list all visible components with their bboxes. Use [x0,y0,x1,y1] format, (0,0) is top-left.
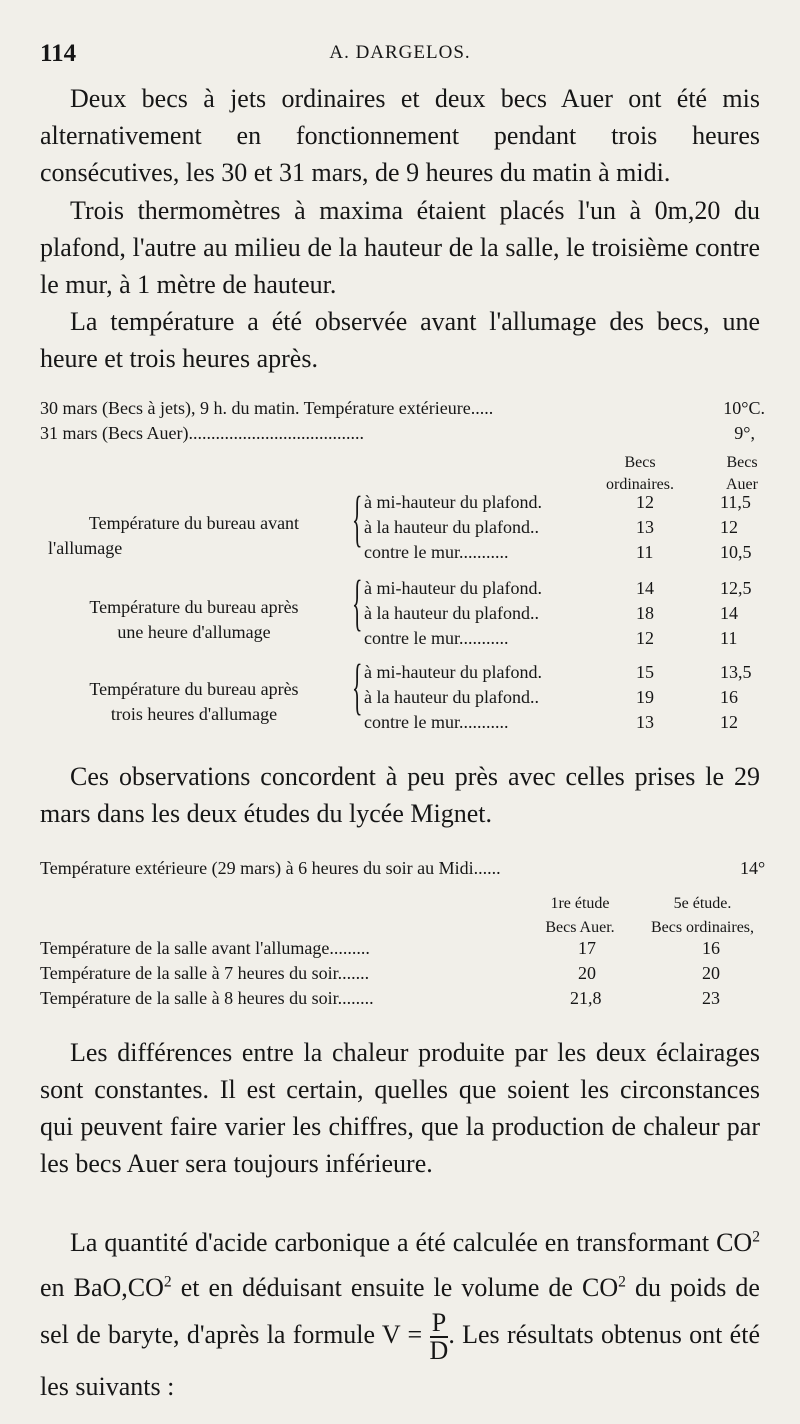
col-header-becs-auer: Becs Auer [726,454,758,493]
col-header-5e-etude: 5e étude. Becs ordinaires, [650,895,755,936]
paragraph-4: Ces observations concordent à peu près avec celles prises le 29 mars dans les deux études du lycée Mignet. [40,762,760,828]
paragraph-2: Trois thermomètres à maxima étaient placés l'un à 0m,20 du plafond, l'autre au milieu de la hauteur de la salle, le troisième contre le mur, à 1 mètre de hauteur. [40,196,760,299]
brace-icon: { [352,569,363,637]
page-header [40,40,760,70]
paragraph-5: Les différences entre la chaleur produite par les deux éclairages sont constantes. Il est certain, quelles que soient les circonstances qui peuvent faire varier les chiffres, que la production de chaleur par les becs Auer sera toujours inférieure. [40,1038,760,1178]
table1-line-1: 30 mars (Becs à jets), 9 h. du matin. Température extérieure..... 10°C. [40,398,765,418]
col-header-1re-etude: 1re étude Becs Auer. [545,895,615,936]
paragraph-1: Deux becs à jets ordinaires et deux becs Auer ont été mis alternativement en fonctionnement pendant trois heures consécutives, les 30 et 31 mars, de 9 heures du matin à midi. [40,84,760,187]
table-row: Température de la salle à 8 heures du soir........ 21,8 23 [40,988,720,1008]
book-page: 114 A. DARGELOS. Deux becs à jets ordinaires et deux becs Auer ont été mis alternativement en fonctionnement pendant trois heures consécutives, les 30 et 31 mars, de 9 heures du matin à midi. Trois thermomètres à maxima étaient placés l'un à 0m,20 du plafond, l'autre au milieu de la hauteur de la salle, le troisième contre le mur, à 1 mètre de hauteur. La température a été observée avant l'allumage des becs, une heure et trois heures après. 30 mars (Becs à jets), 9 h. du matin. Température extérieure..... 10°C. 31 mars (Becs Auer)....................................... 9°, Becs ordinaires. Becs Auer Température du bureau avant l'allumage { à mi-hauteur du plafond. 12 11,5 à la hauteur du plafond.. 13 12 contre le mur........... 11 10,5 Température du bureau après une heure d'allumage { à mi-hauteur du plafond. 14 12,5 à la hauteur du plafond.. 18 14 contre le mur........... 12 11 Température du bureau après trois heures d'allumage { à mi-hauteur du plafond. 15 13,5 à la hauteur du plafond.. 19 16 contre le mur........... 13 12 Ces observations concordent à peu près avec celles prises le 29 mars dans les deux études du lycée Mignet. Température extérieure (29 mars) à 6 heures du soir au Midi...... 14° 1re étude Becs Auer. 5e étude. Becs ordinaires, Température de la salle avant l'allumage......... 17 16 Température de la salle à 7 heures du soir....... 20 20 Température de la salle à 8 heures du soir........ 21,8 23 Les différences entre la chaleur produite par les deux éclairages sont constantes. Il est certain, quelles que soient les circonstances qui peuvent faire varier les chiffres, que la production de chaleur par les becs Auer sera toujours inférieure. La quantité d'acide carbonique a été calculée en transformant $CO^2$ en $BaO,CO^2$ et en déduisant ensuite le volume de $CO^2$ du poids de sel de baryte, d'après la formule V = $\frac{P}{D}$ . Les résultats obtenus ont été les suivants : [0,0,800,1424]
brace-icon: { [352,485,363,553]
formula-fraction: $\frac{P}{D}$ [429,1308,449,1365]
paragraph-3: La température a été observée avant l'allumage des becs, une heure et trois heures après. [40,307,760,373]
table-row: Température de la salle avant l'allumage......... 17 16 [40,938,720,958]
running-head: A. DARGELOS. [329,42,471,63]
page-number: 114 [40,40,77,67]
table-row: Température de la salle à 7 heures du soir....... 20 20 [40,963,720,983]
col-header-becs-ordinaires: Becs ordinaires. [606,454,674,493]
table2-exterior-line: Température extérieure (29 mars) à 6 heures du soir au Midi...... 14° [40,858,766,878]
paragraph-6: La quantité d'acide carbonique a été calculée en transformant $CO^2$ en $BaO,CO^2$ et en déduisant ensuite le volume de $CO^2$ du poids de sel de baryte, d'après la formule V = $\frac{P}{D}$ . Les résultats obtenus ont été les suivants : [40,1228,760,1401]
table1-line-2: 31 mars (Becs Auer)....................................... 9°, [40,423,755,443]
brace-icon: { [352,653,363,721]
